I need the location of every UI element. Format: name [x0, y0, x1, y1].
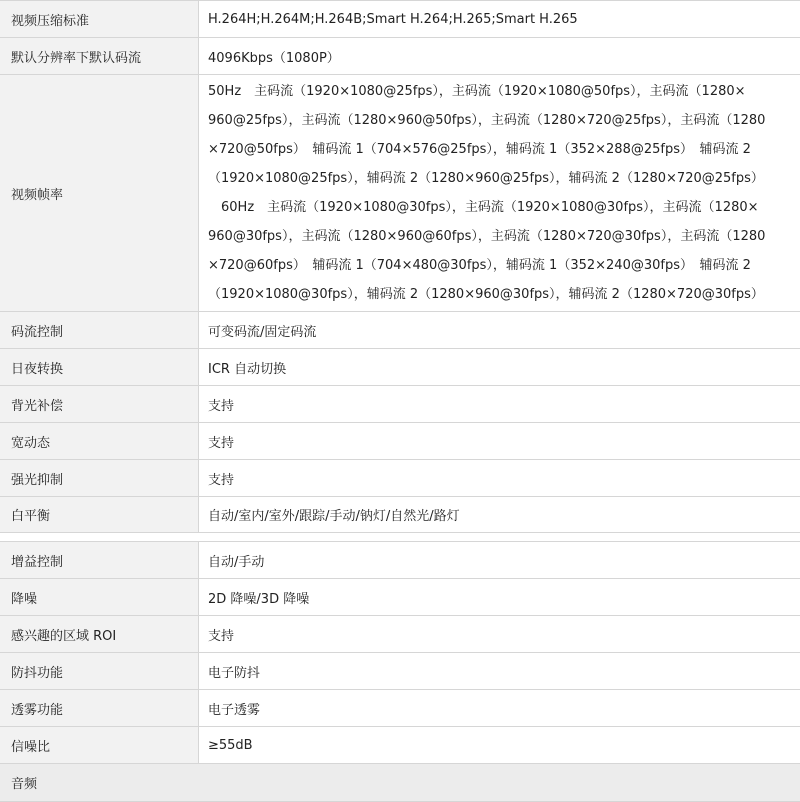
- spec-value: 支持: [208, 398, 235, 414]
- spec-value: 4096Kbps（1080P）: [208, 50, 340, 66]
- spec-row-defog: [0, 690, 800, 727]
- spec-row-roi: [0, 616, 800, 653]
- spec-value: 支持: [208, 435, 235, 451]
- section-header-audio: [0, 764, 800, 802]
- spec-value: 电子透雾: [208, 702, 261, 718]
- spec-label: 宽动态: [0, 423, 199, 459]
- frame-rate-list: [199, 75, 800, 311]
- spec-label: 强光抑制: [0, 460, 199, 496]
- spec-value: 自动/室内/室外/跟踪/手动/钠灯/自然光/路灯: [208, 509, 460, 524]
- spec-label: 透雾功能: [0, 690, 199, 726]
- spec-value: ICR 自动切换: [208, 361, 287, 377]
- spec-label: 降噪: [0, 579, 199, 615]
- spec-label: 码流控制: [0, 312, 199, 348]
- table-gap: [0, 533, 800, 542]
- spec-value: 支持: [208, 628, 235, 644]
- spec-label: 信噪比: [0, 727, 199, 763]
- spec-row-eis: [0, 653, 800, 690]
- spec-value: 电子防抖: [208, 665, 261, 681]
- spec-row-noise-reduction: [0, 579, 800, 616]
- spec-label: 感兴趣的区域 ROI: [0, 616, 199, 652]
- spec-value: 自动/手动: [208, 554, 265, 570]
- frame-rate-line: （1920×1080@30fps），辅码流 2（1280×960@30fps），辅码流 2（1280×720@30fps）: [208, 287, 764, 302]
- spec-row-day-night: [0, 349, 800, 386]
- spec-value: 2D 降噪/3D 降噪: [208, 591, 310, 607]
- spec-row-default-bitrate: [0, 38, 800, 75]
- frame-rate-line: 50Hz 主码流（1920×1080@25fps），主码流（1920×1080@50fps），主码流（1280×: [208, 84, 746, 99]
- spec-label: 默认分辨率下默认码流: [0, 38, 199, 74]
- spec-value: 可变码流/固定码流: [208, 324, 317, 340]
- spec-label: 视频帧率: [0, 75, 199, 311]
- spec-row-bitrate-control: [0, 312, 800, 349]
- spec-row-gain: [0, 542, 800, 579]
- spec-label: 背光补偿: [0, 386, 199, 422]
- frame-rate-line: 960@30fps），主码流（1280×960@60fps），主码流（1280×720@30fps），主码流（1280: [208, 229, 766, 244]
- frame-rate-line: 960@25fps），主码流（1280×960@50fps），主码流（1280×720@25fps），主码流（1280: [208, 113, 766, 128]
- spec-row-frame-rate: [0, 75, 800, 312]
- spec-row-white-balance: [0, 497, 800, 533]
- frame-rate-line: ×720@60fps） 辅码流 1（704×480@30fps），辅码流 1（352×240@30fps） 辅码流 2: [208, 258, 751, 273]
- spec-value: 支持: [208, 472, 235, 488]
- frame-rate-line: （1920×1080@25fps），辅码流 2（1280×960@25fps），辅码流 2（1280×720@25fps）: [208, 171, 764, 186]
- spec-label: 增益控制: [0, 542, 199, 578]
- spec-row-blc: [0, 386, 800, 423]
- section-title: 音频: [11, 777, 38, 792]
- spec-label: 日夜转换: [0, 349, 199, 385]
- spec-row-snr: [0, 727, 800, 764]
- spec-row-compression: [0, 0, 800, 38]
- spec-label: 白平衡: [0, 497, 199, 532]
- spec-value: ≥55dB: [208, 737, 253, 753]
- spec-label: 防抖功能: [0, 653, 199, 689]
- frame-rate-line: 60Hz 主码流（1920×1080@30fps），主码流（1920×1080@30fps），主码流（1280×: [208, 200, 759, 215]
- frame-rate-line: ×720@50fps） 辅码流 1（704×576@25fps），辅码流 1（352×288@25fps） 辅码流 2: [208, 142, 751, 157]
- spec-row-wdr: [0, 423, 800, 460]
- spec-value: H.264H;H.264M;H.264B;Smart H.264;H.265;Smart H.265: [208, 11, 578, 27]
- spec-label: 视频压缩标准: [0, 1, 199, 37]
- spec-row-hlc: [0, 460, 800, 497]
